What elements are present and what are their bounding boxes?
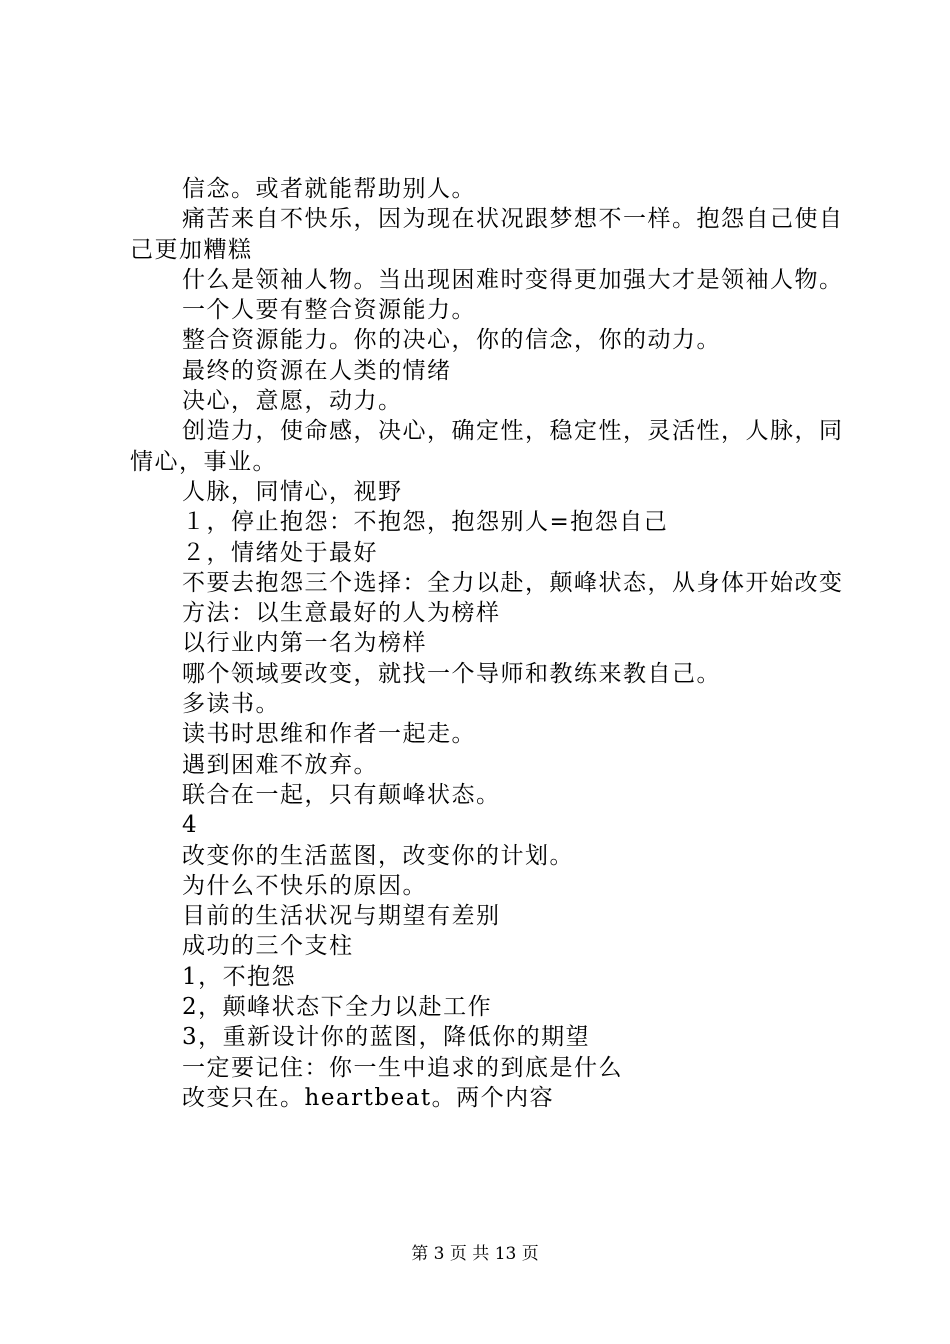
document-body (130, 174, 845, 1113)
paragraph: 不要去抱怨三个选择：全力以赴，颠峰状态，从身体开始改变 (182, 569, 844, 596)
paragraph: 为什么不快乐的原因。 (182, 872, 427, 899)
paragraph: 3，重新设计你的蓝图，降低你的期望 (182, 1024, 591, 1051)
paragraph: 成功的三个支柱 (182, 933, 354, 960)
paragraph: 人脉，同情心，视野 (182, 478, 403, 505)
paragraph: １，停止抱怨：不抱怨，抱怨别人=抱怨自己 (182, 509, 669, 536)
paragraph: 联合在一起，只有颠峰状态。 (182, 781, 501, 808)
paragraph: 改变只在。heartbeat。两个内容 (182, 1084, 555, 1111)
paragraph: 多读书。 (182, 691, 280, 718)
paragraph: 方法：以生意最好的人为榜样 (182, 600, 501, 627)
paragraph: 一定要记住：你一生中追求的到底是什么 (182, 1054, 623, 1081)
paragraph: 痛苦来自不快乐，因为现在状况跟梦想不一样。抱怨自己使自己更加糟糕 (130, 206, 844, 263)
page-number-label: 第 3 页 共 13 页 (411, 1244, 539, 1264)
page-footer (0, 1243, 950, 1265)
paragraph: 1，不抱怨 (182, 963, 297, 990)
paragraph: 读书时思维和作者一起走。 (182, 721, 476, 748)
paragraph: 什么是领袖人物。当出现困难时变得更加强大才是领袖人物。 (182, 266, 844, 293)
paragraph: 一个人要有整合资源能力。 (182, 297, 476, 324)
paragraph: 改变你的生活蓝图，改变你的计划。 (182, 842, 574, 869)
paragraph: 目前的生活状况与期望有差别 (182, 903, 501, 930)
paragraph: 哪个领域要改变，就找一个导师和教练来教自己。 (182, 660, 721, 687)
paragraph: 以行业内第一名为榜样 (182, 630, 427, 657)
paragraph: 决心，意愿，动力。 (182, 388, 403, 415)
paragraph: 遇到困难不放弃。 (182, 751, 378, 778)
paragraph: 信念。或者就能帮助别人。 (182, 176, 476, 202)
paragraph: 最终的资源在人类的情绪 (182, 357, 452, 384)
paragraph: 整合资源能力。你的决心，你的信念，你的动力。 (182, 327, 721, 354)
paragraph: 4 (182, 812, 199, 839)
paragraph: 2，颠峰状态下全力以赴工作 (182, 994, 493, 1021)
paragraph: 创造力，使命感，决心，确定性，稳定性，灵活性，人脉，同情心，事业。 (130, 418, 844, 475)
paragraph: ２，情绪处于最好 (182, 539, 378, 566)
